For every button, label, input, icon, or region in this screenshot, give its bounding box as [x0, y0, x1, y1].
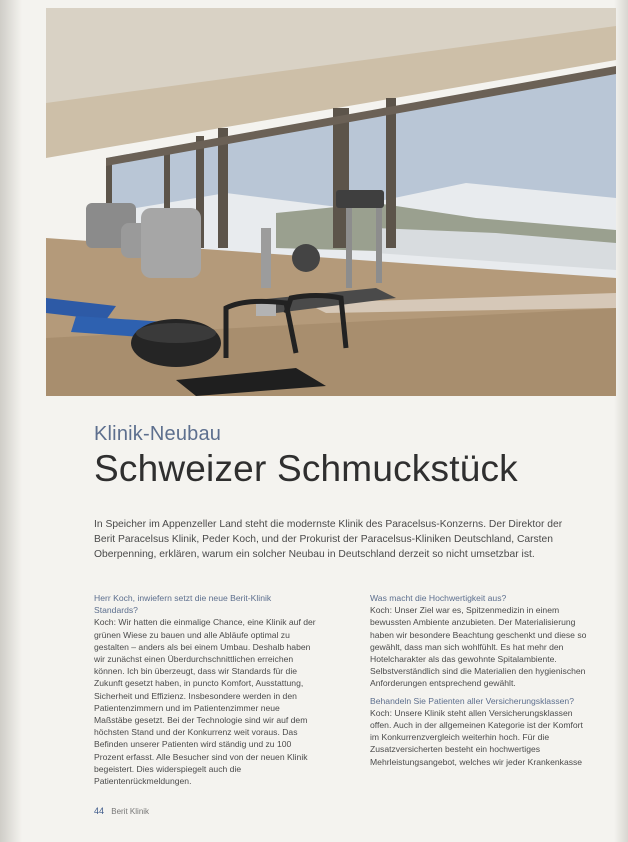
gym-photo [46, 8, 616, 396]
interview-answer: Koch: Unsere Klinik steht allen Versicherungsklassen offen. Auch in der allgemeinen Kategorie ist der Komfort im Konkurrenzvergleich weiterhin hoch. Für die Zusatzversicherten besteht ein hochwertiges Mehrleistungsangebot, welches wir jeder Krankenkasse [370, 707, 583, 767]
interview-answer: Koch: Wir hatten die einmalige Chance, eine Klinik auf der grünen Wiese zu bauen und alle Abläufe optimal zu gestalten – anders als bei einem Umbau. Deshalb haben wir zunächst einen Überdurchschnittlichen erreichen können. Ich bin überzeugt, dass wir Standards für die Zukunft gesetzt haben, in puncto Komfort, Ausstattung, Sicherheit und Effizienz. Insbesondere werden in den Patientenzimmern und im Patientenzimmer neue Maßstäbe gesetzt. Bei der Technologie sind wir auf dem höchsten Stand und der Konkurrenz weit voraus. Das Befinden unserer Patienten wird ständig und zu 100 Prozent erfasst. Alle Besucher sind von der neuen Klinik begeistert. Dies widerspiegelt auch die Patientenrückmeldungen. [94, 617, 316, 787]
gym-illustration [46, 8, 616, 396]
page-footer [94, 806, 149, 816]
text-column-right [370, 592, 592, 773]
article-kicker: Klinik-Neubau [94, 423, 222, 445]
interview-answer: Koch: Unser Ziel war es, Spitzenmedizin in einem bewussten Ambiente anzubieten. Der Materialisierung haben wir besondere Beachtung geschenkt und diese so gewählt, dass man sich wohlfühlt. Es hat mehr den Hotelcharakter als das gewohnte Spitalambiente. Selbstverständlich sind die Materialien den hygienischen Anforderungen entsprechend gewählt. [370, 605, 587, 689]
interview-question: Herr Koch, inwiefern setzt die neue Berit-Klinik Standards? [94, 593, 272, 616]
footer-label: Berit Klinik [111, 807, 150, 816]
page-number: 44 [94, 806, 105, 816]
article-headline: Schweizer Schmuckstück [94, 448, 518, 489]
interview-question: Behandeln Sie Patienten aller Versicherungsklassen? [370, 695, 574, 706]
text-column-left [94, 592, 316, 792]
page-edge-shadow [614, 0, 628, 842]
article-intro: In Speicher im Appenzeller Land steht die modernste Klinik des Paracelsus-Konzerns. Der Direktor der Berit Paracelsus Klinik, Peder Koch, und der Prokurist der Paracelsus-Kliniken Deutschland, Carsten Oberpenning, erklären, warum ein solcher Neubau in Deutschland derzeit so nicht umsetzbar ist. [94, 519, 563, 560]
interview-question: Was macht die Hochwertigkeit aus? [370, 593, 507, 603]
page-gutter-shadow [0, 0, 22, 842]
